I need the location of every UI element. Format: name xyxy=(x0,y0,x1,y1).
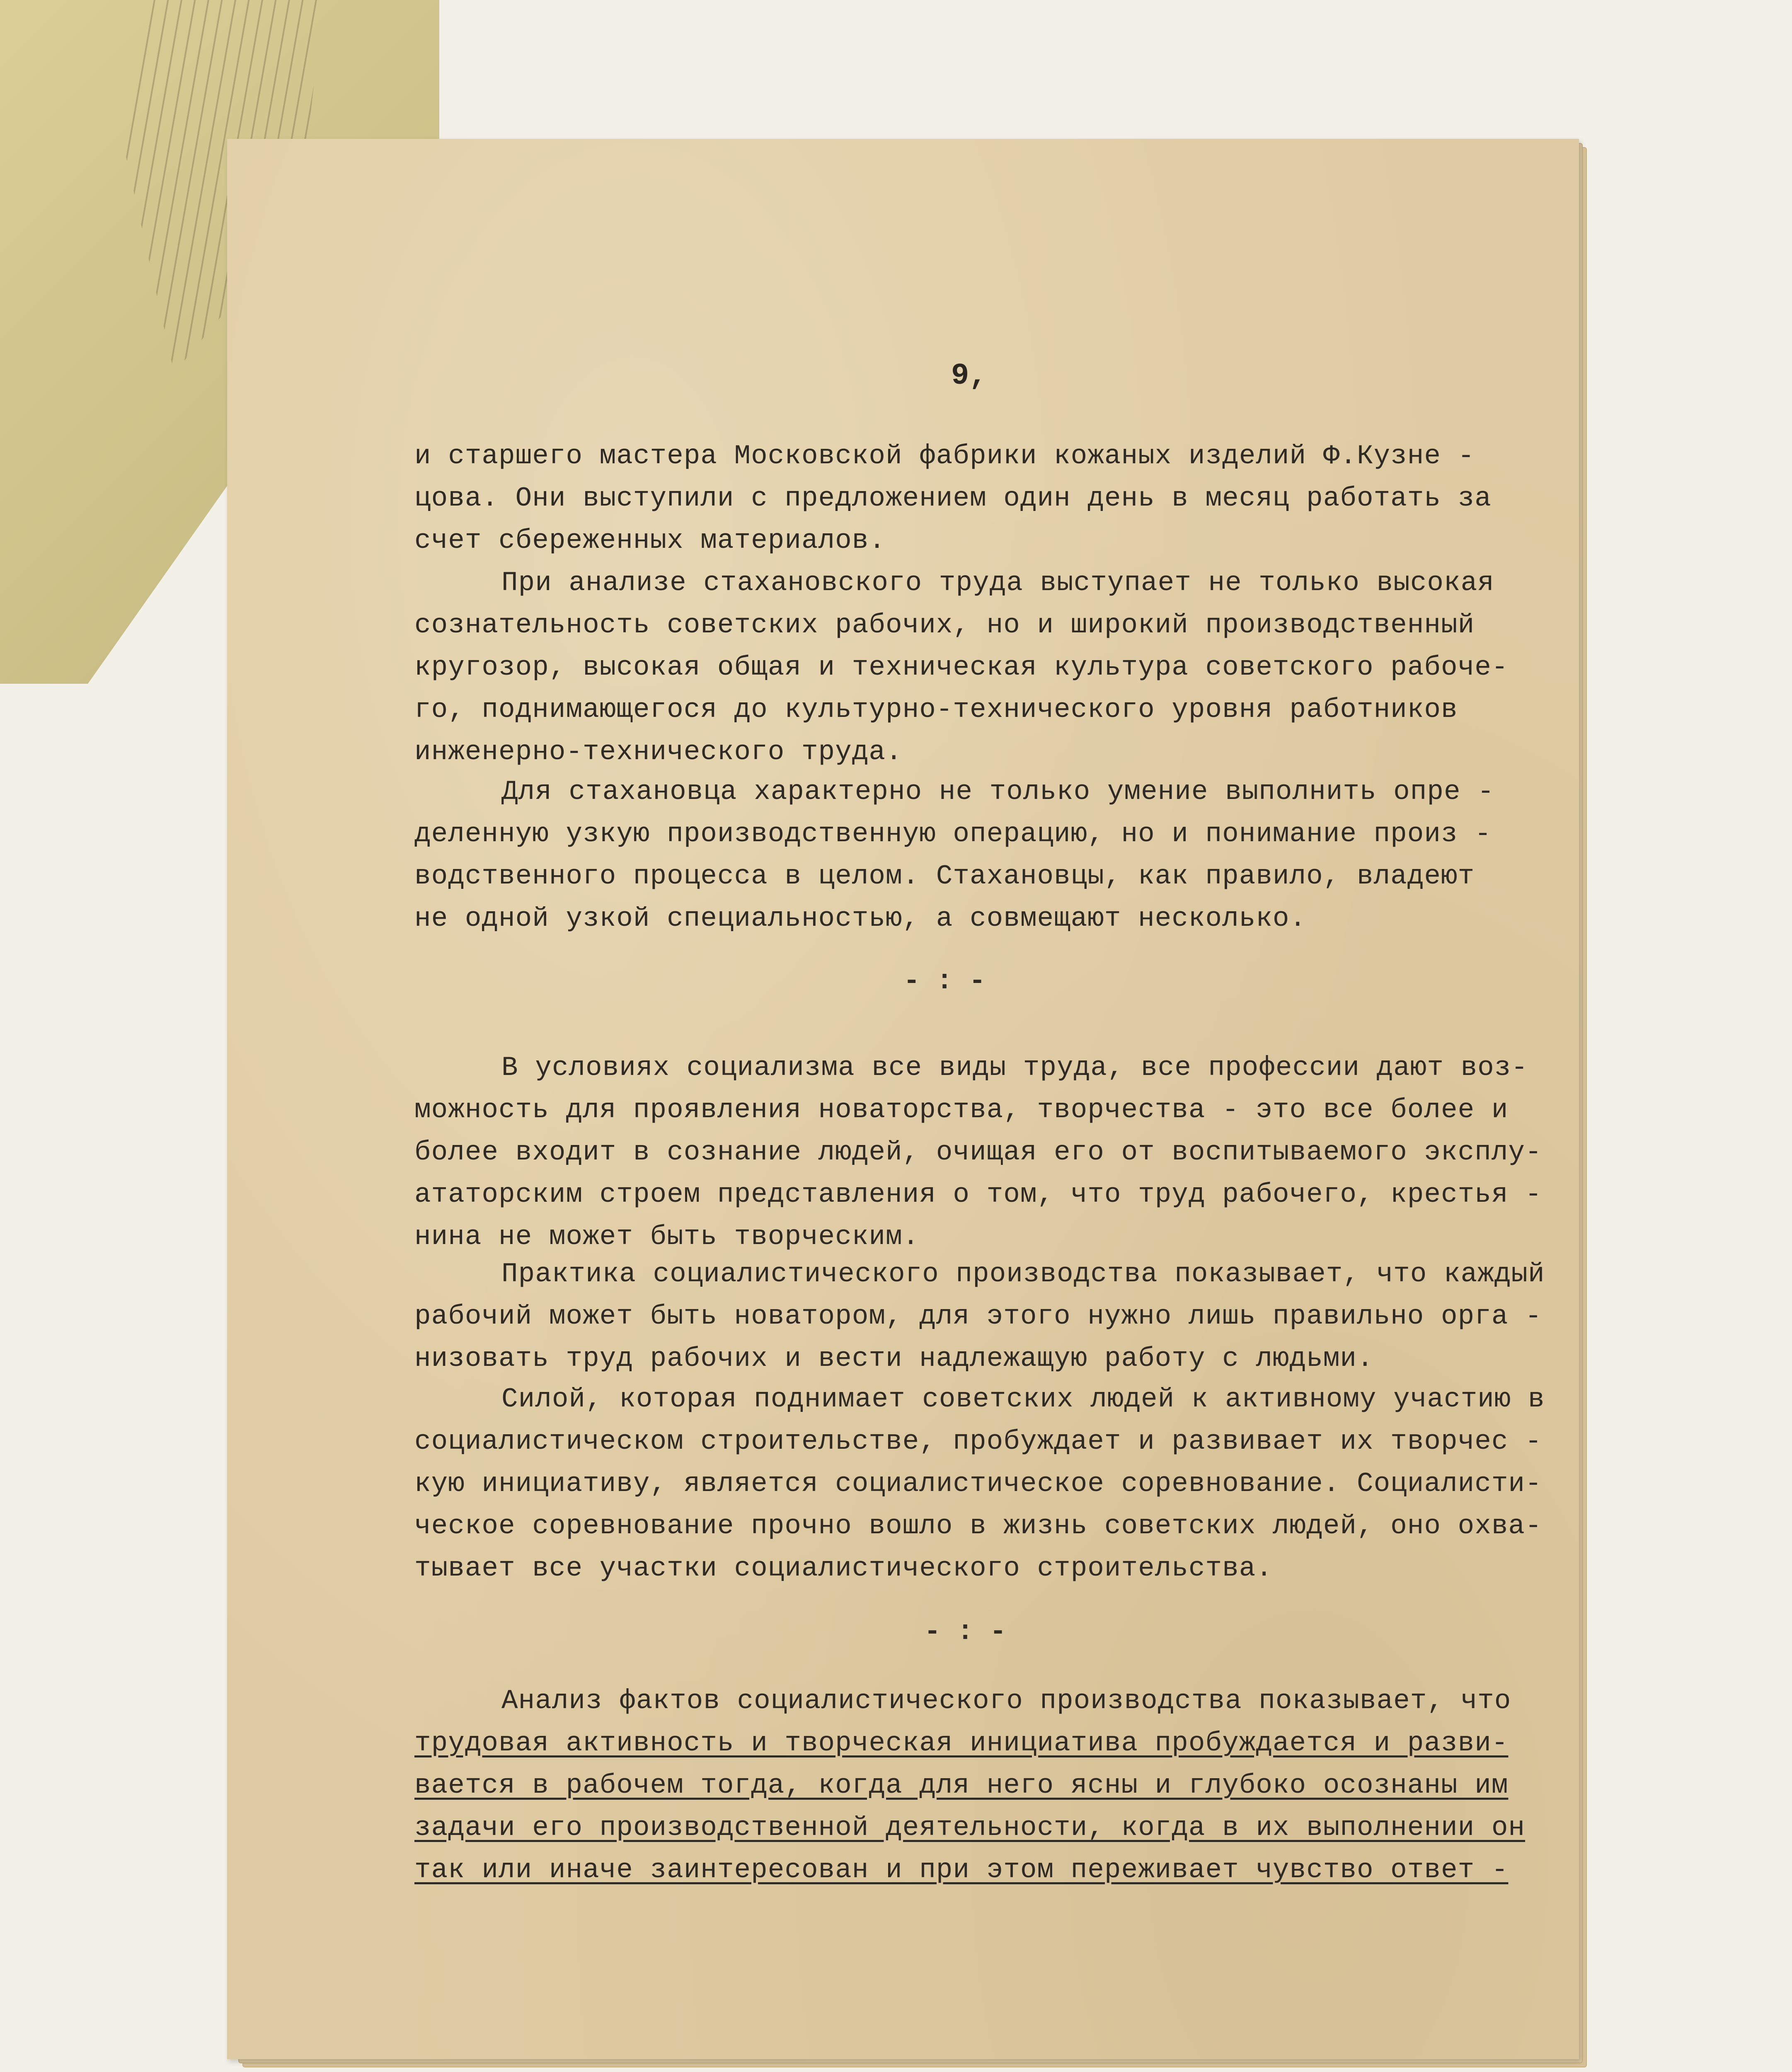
underlined-text-line: задачи его производственной деятельности, когда в их выполнении он xyxy=(414,1812,1526,1843)
text-line: инженерно-технического труда. xyxy=(414,736,903,767)
text-line: социалистическом строительстве, пробуждает и развивает их творчес - xyxy=(414,1426,1542,1457)
text-line: можность для проявления новаторства, творчества - это все более и xyxy=(414,1094,1509,1126)
text-line: сознательность советских рабочих, но и широкий производственный xyxy=(414,610,1475,641)
text-line: ататорским строем представления о том, что труд рабочего, крестья - xyxy=(414,1179,1542,1210)
section-separator: - : - xyxy=(903,966,986,997)
text-line: деленную узкую производственную операцию, но и понимание произ - xyxy=(414,818,1492,850)
text-line: цова. Они выступили с предложением один день в месяц работать за xyxy=(414,483,1492,514)
text-line: и старшего мастера Московской фабрики кожаных изделий Ф.Кузне - xyxy=(414,441,1475,472)
paragraph-practice-innovator xyxy=(414,1253,1567,1380)
section-separator: - : - xyxy=(924,1616,1007,1647)
underlined-text-line: трудовая активность и творческая инициатива пробуждается и разви- xyxy=(414,1728,1509,1759)
paragraph-stakhanov-analysis xyxy=(414,562,1567,773)
text-line: водственного процесса в целом. Стахановцы, как правило, владеют xyxy=(414,861,1475,892)
text-line: не одной узкой специальностью, а совмещают несколько. xyxy=(414,903,1307,934)
paragraph-fact-analysis xyxy=(414,1680,1567,1891)
text-line: Для стахановца характерно не только умение выполнить опре - xyxy=(501,776,1494,807)
text-line: кую инициативу, является социалистическое соревнование. Социалисти- xyxy=(414,1468,1542,1499)
text-line: ческое соревнование прочно вошло в жизнь советских людей, оно охва- xyxy=(414,1510,1542,1542)
text-line: счет сбереженных материалов. xyxy=(414,525,886,556)
text-line: нина не может быть творческим. xyxy=(414,1221,920,1252)
text-line: рабочий может быть новатором, для этого нужно лишь правильно орга - xyxy=(414,1301,1542,1332)
text-line: В условиях социализма все виды труда, все профессии дают воз- xyxy=(501,1052,1528,1083)
text-line: низовать труд рабочих и вести надлежащую работу с людьми. xyxy=(414,1343,1374,1374)
text-line: более входит в сознание людей, очищая его от воспитываемого эксплу- xyxy=(414,1137,1542,1168)
paragraph-socialist-competition xyxy=(414,1378,1567,1590)
text-line: кругозор, высокая общая и техническая культура советского рабоче- xyxy=(414,652,1509,683)
paragraph-continuation xyxy=(414,435,1567,562)
text-line: тывает все участки социалистического строительства. xyxy=(414,1553,1273,1584)
text-line: Силой, которая поднимает советских людей к активному участию в xyxy=(501,1384,1545,1415)
text-line: Практика социалистического производства показывает, что каждый xyxy=(501,1259,1545,1290)
paragraph-stakhanov-skills xyxy=(414,771,1567,940)
page-number: 9, xyxy=(951,359,987,393)
paragraph-socialism-creativity xyxy=(414,1047,1567,1258)
underlined-text-line: так или иначе заинтересован и при этом переживает чувство ответ - xyxy=(414,1854,1509,1886)
text-line: го, поднимающегося до культурно-технического уровня работников xyxy=(414,694,1458,725)
underlined-text-line: вается в рабочем тогда, когда для него ясны и глубоко осознаны им xyxy=(414,1770,1509,1801)
text-line: При анализе стахановского труда выступает не только высокая xyxy=(501,567,1494,598)
text-line: Анализ фактов социалистического производства показывает, что xyxy=(501,1685,1511,1716)
